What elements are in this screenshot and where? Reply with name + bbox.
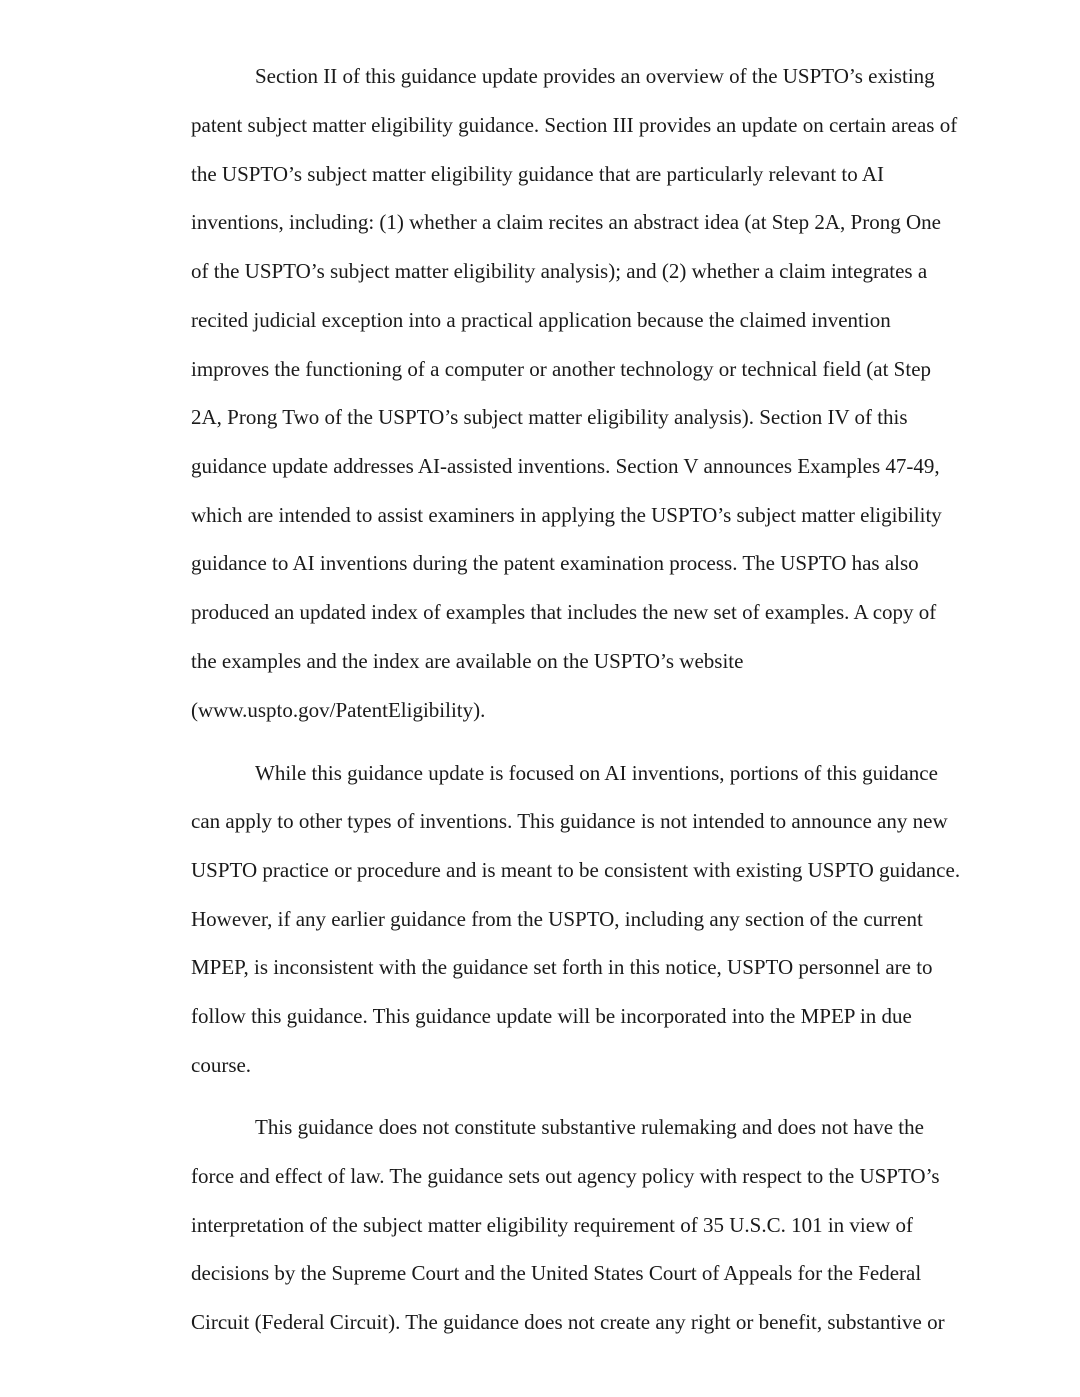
- text-line: force and effect of law. The guidance sets out agency policy with respect to the USPTO’s: [191, 1164, 940, 1188]
- text-line: interpretation of the subject matter eligibility requirement of 35 U.S.C. 101 in view of: [191, 1213, 913, 1237]
- text-line: course.: [191, 1053, 252, 1077]
- text-line: can apply to other types of inventions. This guidance is not intended to announce any new: [191, 809, 948, 833]
- text-line: produced an updated index of examples that includes the new set of examples. A copy of: [191, 600, 937, 624]
- text-line: which are intended to assist examiners in applying the USPTO’s subject matter eligibility: [191, 503, 942, 527]
- text-line: However, if any earlier guidance from the USPTO, including any section of the current: [191, 907, 923, 931]
- text-line: the examples and the index are available on the USPTO’s website: [191, 649, 744, 673]
- text-line: Circuit (Federal Circuit). The guidance does not create any right or benefit, substantive or: [191, 1310, 945, 1334]
- text-line: follow this guidance. This guidance update will be incorporated into the MPEP in due: [191, 1004, 912, 1028]
- text-line: 2A, Prong Two of the USPTO’s subject matter eligibility analysis). Section IV of this: [191, 405, 908, 429]
- text-line: Section II of this guidance update provides an overview of the USPTO’s existing: [255, 64, 935, 88]
- text-line: inventions, including: (1) whether a claim recites an abstract idea (at Step 2A, Prong One: [191, 210, 941, 234]
- website-link-text: (www.uspto.gov/PatentEligibility).: [191, 698, 486, 722]
- text-line: This guidance does not constitute substantive rulemaking and does not have the: [255, 1115, 924, 1139]
- text-line: While this guidance update is focused on AI inventions, portions of this guidance: [255, 761, 938, 785]
- text-line: guidance to AI inventions during the patent examination process. The USPTO has also: [191, 551, 919, 575]
- text-line: MPEP, is inconsistent with the guidance set forth in this notice, USPTO personnel are to: [191, 955, 933, 979]
- text-line: the USPTO’s subject matter eligibility guidance that are particularly relevant to AI: [191, 162, 884, 186]
- text-line: recited judicial exception into a practical application because the claimed invention: [191, 308, 891, 332]
- text-line: guidance update addresses AI-assisted inventions. Section V announces Examples 47-49,: [191, 454, 940, 478]
- text-line: patent subject matter eligibility guidance. Section III provides an update on certain areas of: [191, 113, 958, 137]
- text-line: improves the functioning of a computer or another technology or technical field (at Step: [191, 357, 932, 381]
- text-line: USPTO practice or procedure and is meant to be consistent with existing USPTO guidance.: [191, 858, 961, 882]
- text-line: of the USPTO’s subject matter eligibility analysis); and (2) whether a claim integrates a: [191, 259, 928, 283]
- text-line: decisions by the Supreme Court and the United States Court of Appeals for the Federal: [191, 1261, 922, 1285]
